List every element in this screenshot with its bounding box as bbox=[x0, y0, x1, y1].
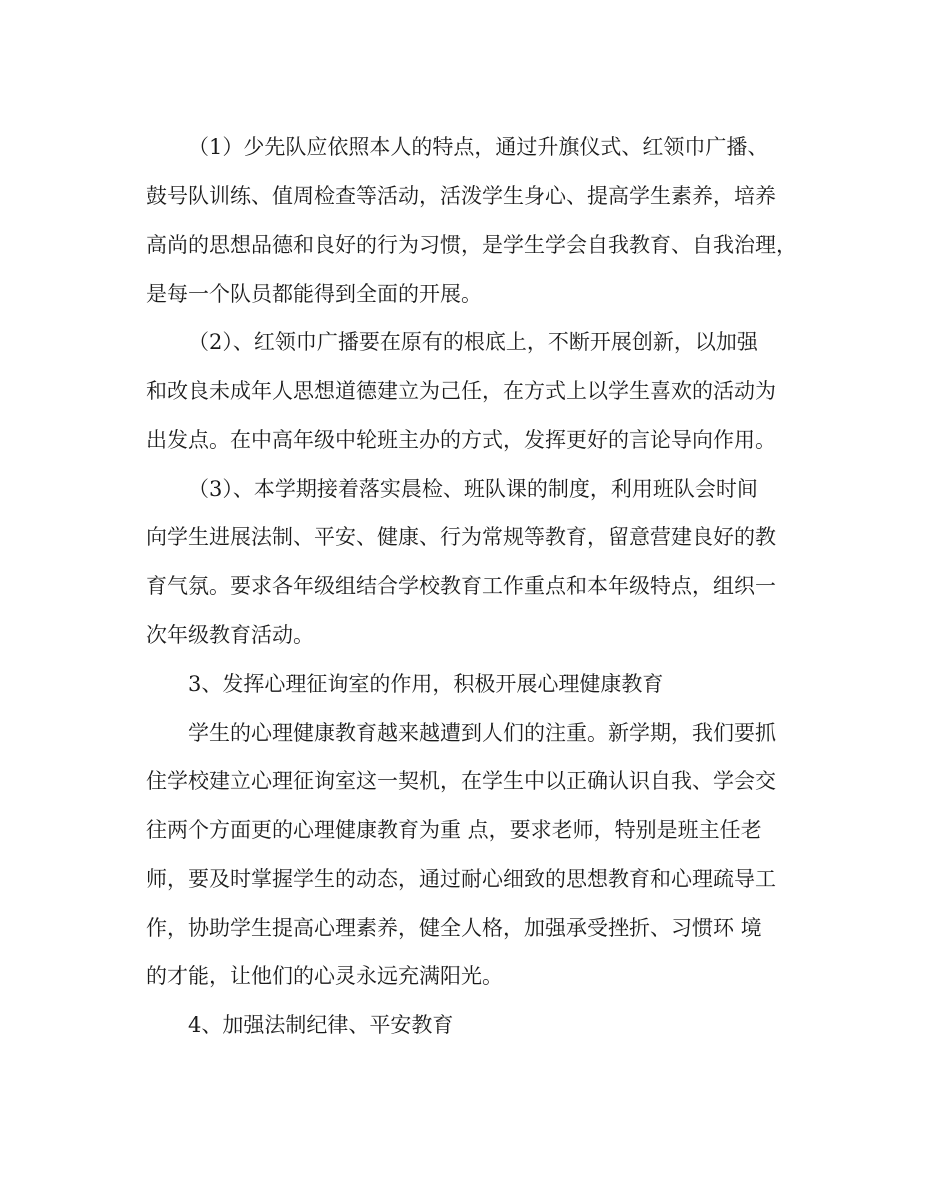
paragraph-line: 育气氛。要求各年级组结合学校教育工作重点和本年级特点，组织一 bbox=[146, 574, 776, 598]
paragraph-line: 鼓号队训练、值周检查等活动，活泼学生身心、提高学生素养，培养 bbox=[146, 184, 776, 208]
paragraph-line: 学生的心理健康教育越来越遭到人们的注重。新学期，我们要抓 bbox=[188, 721, 776, 745]
paragraph-line: 往两个方面更的心理健康教育为重 点，要求老师，特别是班主任老 bbox=[146, 818, 762, 842]
paragraph-line: （1）少先队应依照本人的特点，通过升旗仪式、红领巾广播、 bbox=[188, 135, 769, 159]
paragraph-line: （2）、红领巾广播要在原有的根底上，不断开展创新，以加强 bbox=[188, 330, 758, 354]
paragraph-line: 次年级教育活动。 bbox=[146, 623, 314, 647]
paragraph-line: 住学校建立心理征询室这一契机，在学生中以正确认识自我、学会交 bbox=[146, 769, 776, 793]
paragraph-line: 师，要及时掌握学生的动态，通过耐心细致的思想教育和心理疏导工 bbox=[146, 867, 776, 891]
paragraph-line: （3）、本学期接着落实晨检、班队课的制度，利用班队会时间 bbox=[188, 477, 758, 501]
paragraph-line: 向学生进展法制、平安、健康、行为常规等教育，留意营建良好的教 bbox=[146, 525, 776, 549]
paragraph-line: 是每一个队员都能得到全面的开展。 bbox=[146, 282, 482, 306]
paragraph-line: 作，协助学生提高心理素养，健全人格，加强承受挫折、习惯环 境 bbox=[146, 916, 762, 940]
paragraph-line: 和改良未成年人思想道德建立为己任，在方式上以学生喜欢的活动为 bbox=[146, 379, 776, 403]
section-heading: 3、发挥心理征询室的作用，积极开展心理健康教育 bbox=[188, 672, 664, 696]
paragraph-line: 出发点。在中高年级中轮班主办的方式，发挥更好的言论导向作用。 bbox=[146, 428, 776, 452]
paragraph-line: 高尚的思想品德和良好的行为习惯，是学生学会自我教育、自我治理， bbox=[146, 233, 797, 257]
paragraph-line: 的才能，让他们的心灵永远充满阳光。 bbox=[146, 964, 503, 988]
section-heading: 4、加强法制纪律、平安教育 bbox=[188, 1013, 454, 1037]
